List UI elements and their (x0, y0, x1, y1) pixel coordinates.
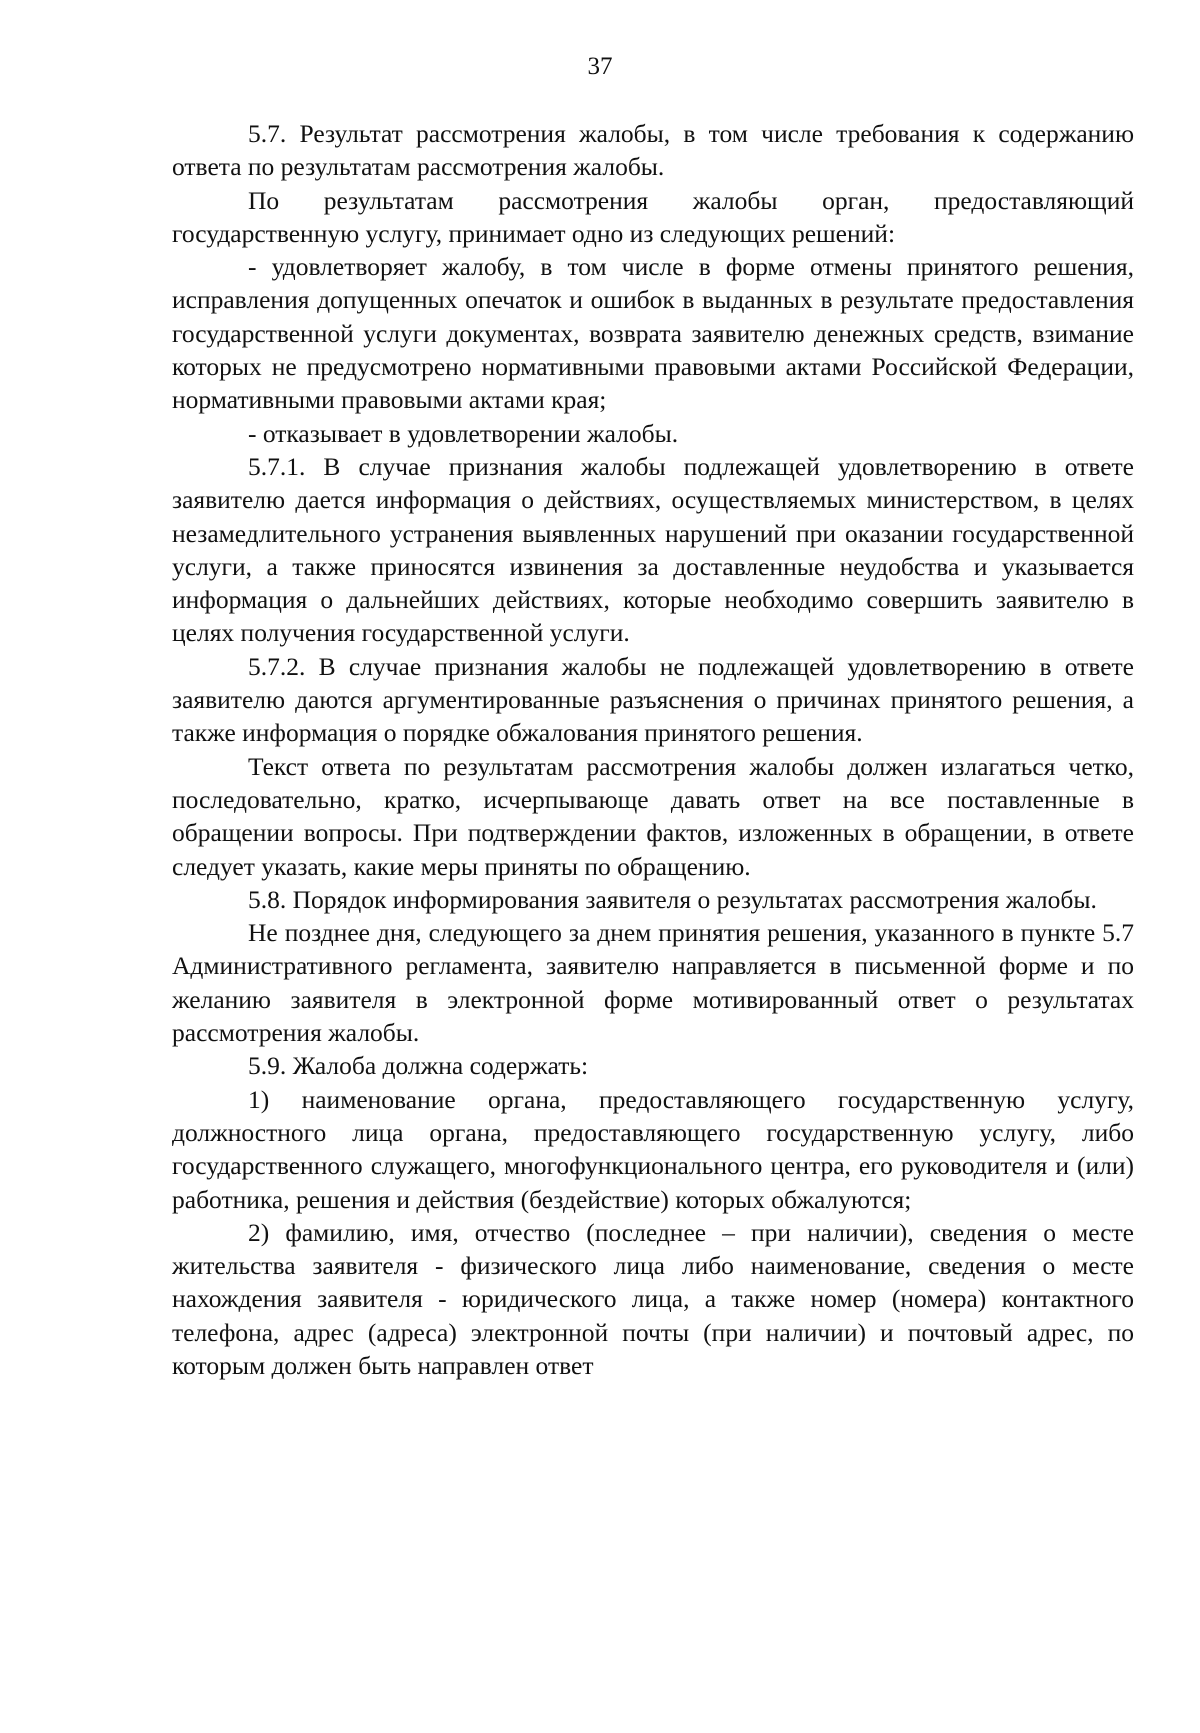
section-5-8-heading: 5.8. Порядок информирования заявителя о результатах рассмотрения жалобы. (248, 884, 1097, 914)
section-5-7-2: 5.7.2. В случае признания жалобы не подлежащей удовлетворению в ответе заявителю даются аргументированные разъяснения о причинах принятого решения, а также информация о порядке обжалования принятого решения. (172, 651, 1134, 748)
section-5-9-heading: 5.9. Жалоба должна содержать: (248, 1051, 589, 1081)
page-number: 37 (587, 53, 613, 80)
section-5-7-1: 5.7.1. В случае признания жалобы подлежащей удовлетворению в ответе заявителю дается информация о действиях, осуществляемых министерством, в целях незамедлительного устранения выявленных нарушений при оказании государственной услуги, а также приносятся извинения за доставленные неудобства и указывается информация о дальнейших действиях, которые необходимо совершить заявителю в целях получения государственной услуги. (172, 451, 1134, 648)
paragraph-decisions-intro: По результатам рассмотрения жалобы орган, предоставляющий государственную услугу, принимает одно из следующих решений: (172, 185, 1134, 248)
paragraph-response-deadline: Не позднее дня, следующего за днем принятия решения, указанного в пункте 5.7 Административного регламента, заявителю направляется в письменной форме и по желанию заявителя в электронной форме мотивированный ответ о результатах рассмотрения жалобы. (172, 918, 1134, 1048)
decision-item-refuse: - отказывает в удовлетворении жалобы. (248, 418, 679, 448)
section-5-7-heading: 5.7. Результат рассмотрения жалобы, в том числе требования к содержанию ответа по результатам рассмотрения жалобы. (172, 119, 1134, 182)
complaint-item-2: 2) фамилию, имя, отчество (последнее – при наличии), сведения о месте жительства заявителя - физического лица либо наименование, сведения о месте нахождения заявителя - юридического лица, а также номер (номера) контактного телефона, адрес (адреса) электронной почты (при наличии) и почтовый адрес, по которым должен быть направлен ответ (172, 1217, 1134, 1380)
document-body (172, 117, 1134, 1382)
paragraph-response-text: Текст ответа по результатам рассмотрения жалобы должен излагаться четко, последовательно, кратко, исчерпывающе давать ответ на все поставленные в обращении вопросы. При подтверждении фактов, изложенных в обращении, в ответе следует указать, какие меры приняты по обращению. (172, 751, 1134, 881)
complaint-item-1: 1) наименование органа, предоставляющего государственную услугу, должностного лица органа, предоставляющего государственную услугу, либо государственного служащего, многофункционального центра, его руководителя и (или) работника, решения и действия (бездействие) которых обжалуются; (172, 1084, 1134, 1214)
decision-item-satisfy: - удовлетворяет жалобу, в том числе в форме отмены принятого решения, исправления допущенных опечаток и ошибок в выданных в результате предоставления государственной услуги документах, возврата заявителю денежных средств, взимание которых не предусмотрено нормативными правовыми актами Российской Федерации, нормативными правовыми актами края; (172, 252, 1134, 415)
